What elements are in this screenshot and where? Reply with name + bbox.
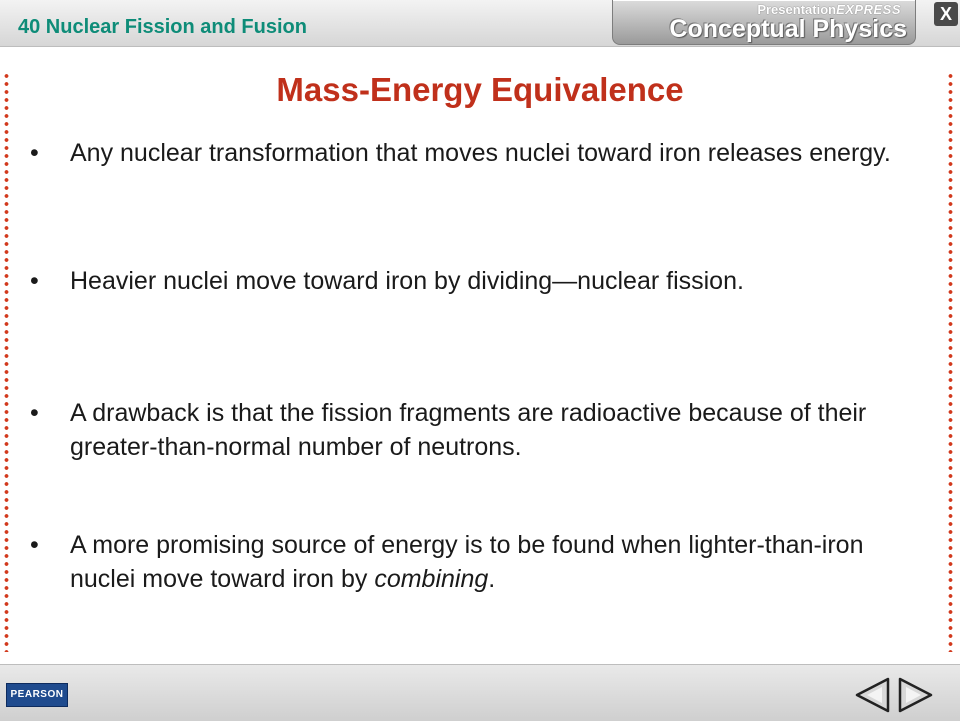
- logo-top-suffix: EXPRESS: [836, 2, 901, 17]
- previous-slide-button[interactable]: [852, 676, 892, 714]
- bullet-text-part: A more promising source of energy is to be found when lighter-than-iron nuclei move toward iron by: [70, 531, 864, 593]
- close-button[interactable]: X: [934, 2, 958, 26]
- right-dotted-border: [948, 72, 953, 652]
- logo-top-prefix: Presentation: [757, 2, 837, 17]
- bullet-text: Any nuclear transformation that moves nuclei toward iron releases energy.: [70, 139, 891, 167]
- bullet-dot: •: [30, 267, 39, 295]
- triangle-right-icon: [900, 679, 931, 711]
- chapter-title: 40 Nuclear Fission and Fusion: [18, 16, 307, 38]
- slide-title: Mass-Energy Equivalence: [276, 71, 684, 108]
- triangle-left-icon: [857, 679, 888, 711]
- bullet-text-part: .: [488, 565, 496, 593]
- next-slide-button[interactable]: [896, 676, 936, 714]
- bullet-text-emphasis: combining: [374, 565, 489, 593]
- bullet-text: [70, 528, 900, 596]
- bullet-text: Heavier nuclei move toward iron by dividing—nuclear fission.: [70, 267, 744, 295]
- presentation-express-logo: [612, 0, 916, 45]
- left-dotted-border: [4, 72, 9, 652]
- bullet-dot: •: [30, 139, 39, 167]
- pearson-logo: PEARSON: [6, 683, 68, 707]
- bullet-dot: •: [30, 531, 39, 559]
- slide-header: [0, 0, 960, 47]
- slide-footer: [0, 664, 960, 721]
- bullet-text: A drawback is that the fission fragments are radioactive because of their greater-than-normal number of neutrons.: [70, 399, 867, 461]
- logo-bottom-text: Conceptual Physics: [669, 15, 907, 43]
- bullet-dot: •: [30, 399, 39, 427]
